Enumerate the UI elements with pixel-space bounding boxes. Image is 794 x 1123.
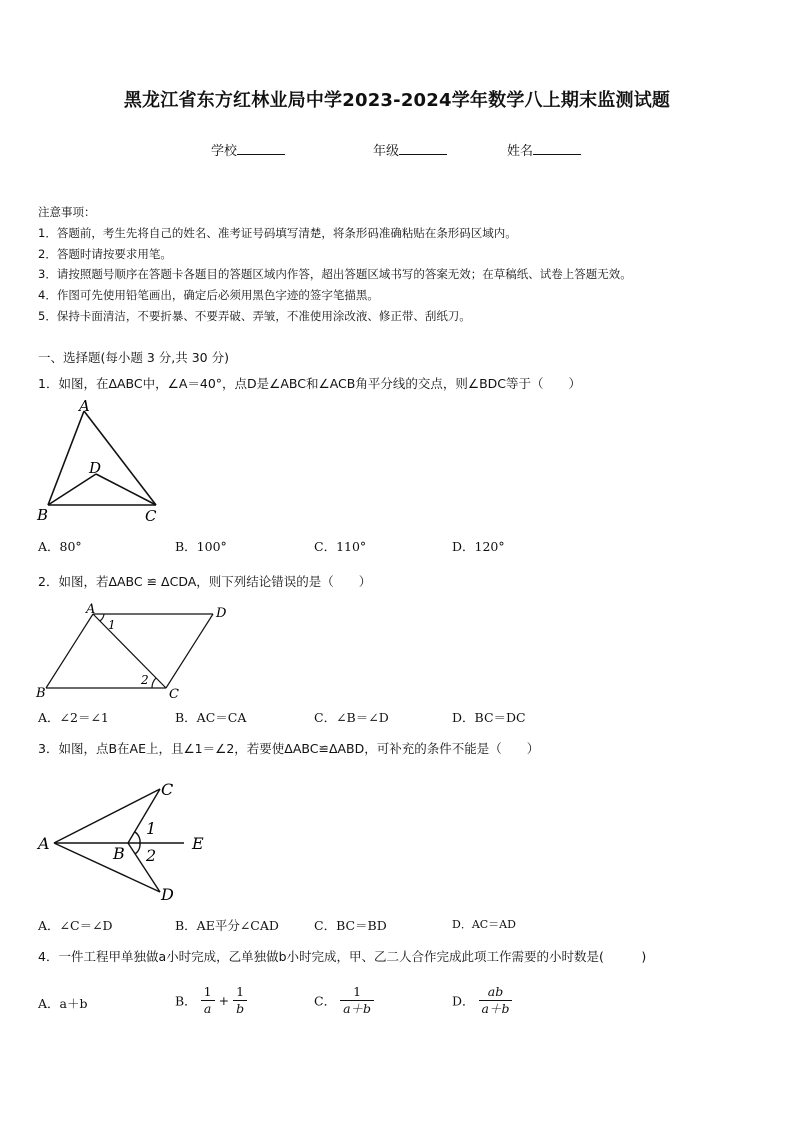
denominator: b bbox=[236, 1001, 245, 1016]
q3-option-b[interactable]: B．AE平分∠CAD bbox=[175, 918, 279, 933]
q4-option-c-prefix: C． bbox=[314, 993, 337, 1009]
question-3-figure bbox=[32, 774, 222, 906]
school-blank bbox=[237, 142, 285, 155]
school-label: 学校 bbox=[211, 144, 238, 159]
figure-label: C bbox=[161, 780, 174, 799]
q4-option-a[interactable]: A．a＋b bbox=[38, 996, 88, 1011]
q1-option-c[interactable]: C．110° bbox=[314, 539, 367, 554]
figure-label: C bbox=[145, 507, 157, 525]
q4-option-b-fraction-1 bbox=[201, 984, 215, 1017]
notice-item: 1．答题前，考生先将自己的姓名、准考证号码填写清楚，将条形码准确粘贴在条形码区域内。 bbox=[38, 226, 517, 240]
grade-label: 年级 bbox=[373, 144, 400, 159]
notice-item: 2．答题时请按要求用笔。 bbox=[38, 247, 172, 261]
question-4-stem: 4．一件工程甲单独做a小时完成，乙单独做b小时完成，甲、乙二人合作完成此项工作需要的小时数是( ) bbox=[38, 949, 647, 964]
numerator: 1 bbox=[233, 984, 247, 1001]
notice-item: 4．作图可先使用铅笔画出，确定后必须用黑色字迹的签字笔描黑。 bbox=[38, 288, 379, 302]
numerator: ab bbox=[479, 984, 513, 1001]
name-label: 姓名 bbox=[507, 144, 534, 159]
figure-label: A bbox=[38, 834, 50, 853]
q2-option-b[interactable]: B．AC＝CA bbox=[175, 710, 247, 725]
q4-option-c-fraction bbox=[340, 984, 374, 1017]
denominator: a＋b bbox=[343, 1001, 372, 1016]
q4-option-b-fraction-2 bbox=[233, 984, 247, 1017]
q4-option-b[interactable] bbox=[175, 984, 247, 1017]
figure-label: 2 bbox=[146, 846, 157, 865]
figure-label: B bbox=[113, 844, 125, 863]
notice-item: 3．请按照题号顺序在答题卡各题目的答题区域内作答，超出答题区域书写的答案无效；在草稿纸、试卷上答题无效。 bbox=[38, 267, 632, 281]
q2-option-a[interactable]: A．∠2＝∠1 bbox=[38, 710, 109, 725]
numerator: 1 bbox=[201, 984, 215, 1001]
q4-option-d-prefix: D． bbox=[452, 993, 475, 1009]
figure-label: D bbox=[161, 885, 174, 904]
q3-option-d[interactable]: D．AC＝AD bbox=[452, 918, 516, 931]
q1-option-a[interactable]: A．80° bbox=[38, 539, 82, 554]
plus-sign: + bbox=[218, 993, 230, 1008]
question-1-stem: 1．如图，在ΔABC中，∠A＝40°，点D是∠ABC和∠ACB角平分线的交点，则∠BDC等于（ ） bbox=[38, 376, 581, 391]
q3-option-a[interactable]: A．∠C＝∠D bbox=[38, 918, 113, 933]
figure-label: 1 bbox=[108, 618, 116, 632]
question-2-stem: 2．如图，若ΔABC ≌ ΔCDA，则下列结论错误的是（ ） bbox=[38, 574, 372, 589]
section-title: 一、选择题(每小题 3 分,共 30 分) bbox=[38, 350, 229, 365]
q4-option-c[interactable] bbox=[314, 984, 374, 1017]
figure-label: C bbox=[169, 687, 179, 702]
numerator: 1 bbox=[340, 984, 374, 1001]
q2-option-d[interactable]: D．BC＝DC bbox=[452, 710, 526, 725]
question-1-figure bbox=[32, 398, 167, 526]
denominator: a＋b bbox=[481, 1001, 510, 1016]
q4-option-b-prefix: B． bbox=[175, 993, 197, 1009]
q4-option-d[interactable] bbox=[452, 984, 512, 1017]
q1-option-d[interactable]: D．120° bbox=[452, 539, 505, 554]
page-title: 黑龙江省东方红林业局中学2023-2024学年数学八上期末监测试题 bbox=[123, 90, 671, 111]
q2-option-c[interactable]: C．∠B＝∠D bbox=[314, 710, 389, 725]
figure-label: E bbox=[192, 834, 204, 853]
figure-label: D bbox=[216, 606, 227, 621]
figure-label: B bbox=[36, 686, 46, 701]
grade-field bbox=[373, 140, 447, 159]
q4-option-d-fraction bbox=[479, 984, 513, 1017]
grade-blank bbox=[399, 142, 447, 155]
q1-option-b[interactable]: B．100° bbox=[175, 539, 227, 554]
name-field bbox=[507, 140, 581, 159]
name-blank bbox=[533, 142, 581, 155]
figure-label: A bbox=[79, 398, 90, 415]
question-3-stem: 3．如图，点B在AE上，且∠1＝∠2，若要使ΔABC≌ΔABD，可补充的条件不能是（ ） bbox=[38, 741, 540, 756]
figure-label: A bbox=[86, 602, 96, 617]
denominator: a bbox=[203, 1001, 212, 1016]
notice-heading: 注意事项： bbox=[38, 205, 96, 219]
figure-label: 2 bbox=[141, 673, 149, 687]
question-2-figure bbox=[32, 600, 232, 702]
figure-label: D bbox=[89, 459, 102, 477]
school-field bbox=[211, 140, 285, 159]
figure-label: 1 bbox=[146, 819, 157, 838]
q3-option-c[interactable]: C．BC＝BD bbox=[314, 918, 387, 933]
figure-label: B bbox=[37, 506, 49, 524]
notice-item: 5．保持卡面清洁，不要折暴、不要弄破、弄皱，不准使用涂改液、修正带、刮纸刀。 bbox=[38, 309, 471, 323]
